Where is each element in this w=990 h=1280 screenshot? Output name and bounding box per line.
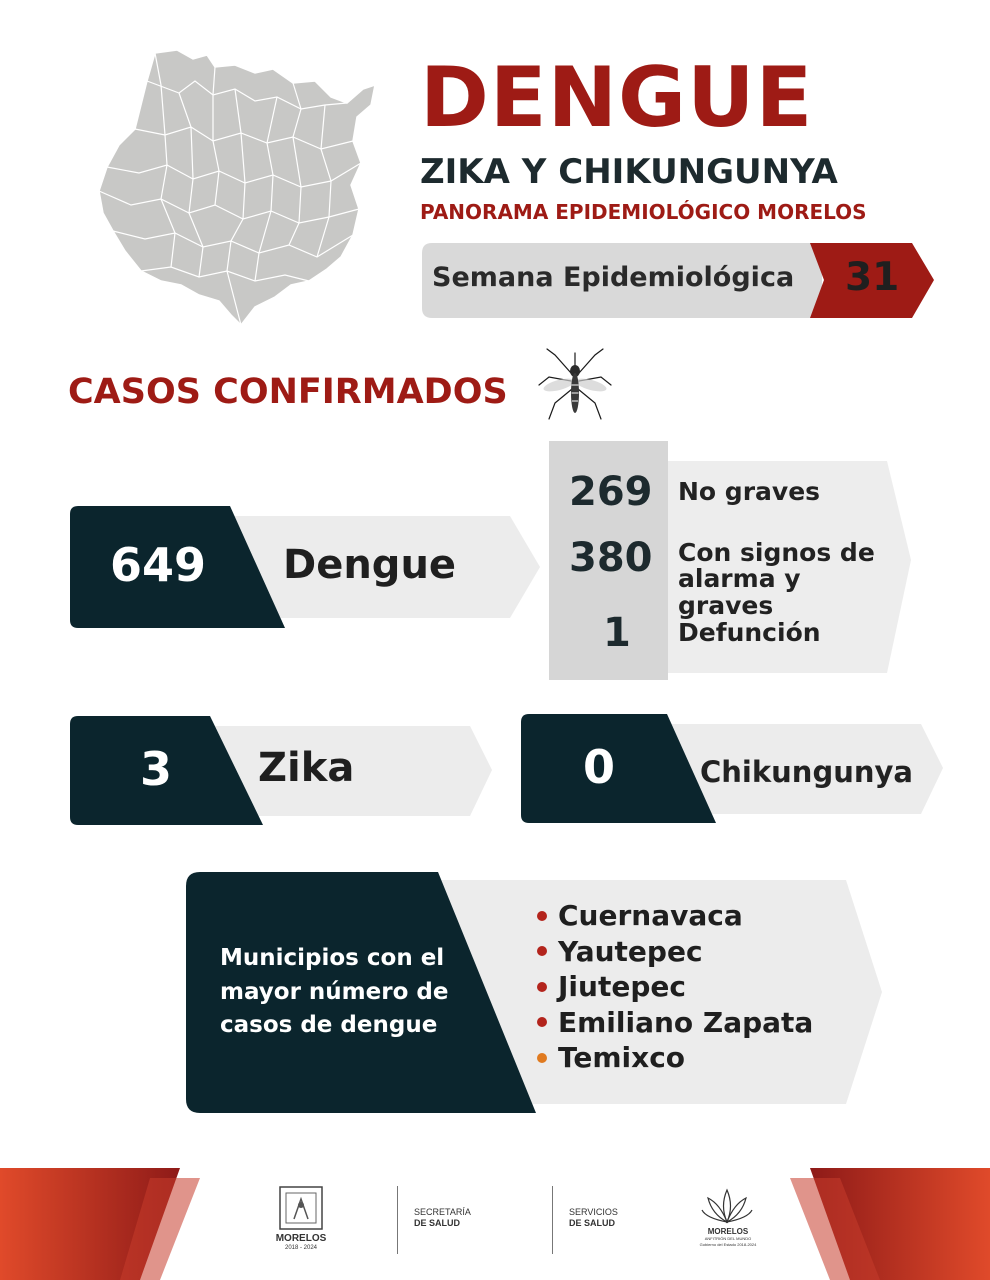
footer-divider — [397, 1186, 398, 1254]
dengue-total: 649 — [110, 538, 207, 592]
list-item — [537, 1005, 813, 1041]
municipio-name: Cuernavaca — [558, 899, 743, 932]
bullet-dot — [537, 982, 547, 992]
breakdown-label-no-graves: No graves — [678, 477, 821, 506]
municipios-list — [537, 898, 813, 1076]
subtitle-panorama: PANORAMA EPIDEMIOLÓGICO MORELOS — [420, 200, 867, 224]
bullet-dot — [537, 1053, 547, 1063]
secretaria-line2: DE SALUD — [414, 1218, 461, 1228]
morelos-map-icon — [95, 45, 380, 330]
morelos-seal-logo — [278, 1185, 324, 1231]
zika-label: Zika — [258, 745, 355, 791]
chikungunya-value: 0 — [583, 740, 616, 794]
breakdown-value-alarma: 380 — [569, 535, 653, 581]
footer-left-decoration — [0, 1168, 200, 1280]
municipio-name: Yautepec — [558, 934, 703, 968]
week-label: Semana Epidemiológica — [432, 262, 795, 293]
footer-logo4-sub: ANFITRIÓN DEL MUNDO — [704, 1236, 752, 1241]
municipios-title: Municipios con el mayor número de casos de dengue — [220, 945, 449, 1039]
breakdown-label-alarma: Con signos de alarma y graves — [678, 538, 875, 620]
subtitle: ZIKA Y CHIKUNGUNYA — [420, 152, 838, 192]
morelos-flower-logo — [702, 1188, 752, 1226]
footer-logo1-years: 2018 - 2024 — [284, 1245, 318, 1251]
footer-logo1-text: MORELOS — [275, 1233, 327, 1244]
list-item — [537, 934, 813, 970]
footer-divider — [552, 1186, 553, 1254]
week-number: 31 — [845, 255, 900, 300]
list-item — [537, 898, 813, 934]
municipio-name: Jiutepec — [558, 970, 686, 1003]
list-item — [537, 1040, 813, 1076]
section-title: CASOS CONFIRMADOS — [68, 372, 508, 412]
breakdown-value-no-graves: 269 — [569, 469, 653, 515]
chikungunya-label: Chikungunya — [700, 755, 913, 789]
footer-right-decoration — [790, 1168, 990, 1280]
servicios-line2: DE SALUD — [569, 1218, 616, 1228]
mosquito-icon — [535, 345, 615, 435]
dengue-label: Dengue — [283, 542, 457, 588]
secretaria-line1: SECRETARÍA — [414, 1207, 471, 1217]
main-title: DENGUE — [420, 49, 814, 146]
breakdown-value-defuncion: 1 — [603, 610, 631, 656]
bullet-dot — [537, 911, 547, 921]
footer-logo4-years: Gobierno del Estado 2018-2024 — [699, 1242, 757, 1247]
zika-value: 3 — [140, 742, 173, 796]
municipio-name: Temixco — [558, 1041, 686, 1074]
bullet-dot — [537, 1017, 547, 1027]
bullet-dot — [537, 946, 547, 956]
breakdown-label-defuncion: Defunción — [678, 618, 821, 647]
servicios-line1: SERVICIOS — [569, 1207, 618, 1217]
municipio-name: Emiliano Zapata — [558, 1005, 814, 1039]
footer-logo4-text: MORELOS — [707, 1227, 749, 1236]
list-item — [537, 969, 813, 1005]
